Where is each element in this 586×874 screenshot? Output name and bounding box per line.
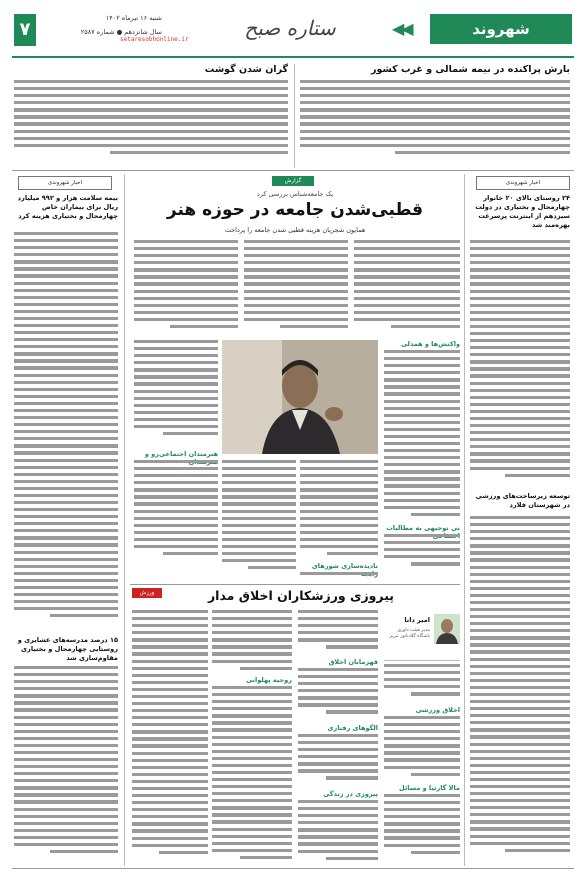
headline-sports-infra: توسعه زیرساخت‌های ورزشی در شهرستان فلارد: [475, 492, 570, 509]
main-body-col1: [384, 350, 460, 522]
column-divider: [464, 174, 465, 866]
article-meat-body: [14, 80, 288, 164]
main-subhead-1: نی توجیهی به مطالبات: [386, 524, 460, 532]
issue-line: سال شانزدهم ● شماره ۲۵۸۷: [80, 28, 162, 36]
main-subhead-3: نادیده‌سازی شورهای: [311, 562, 378, 570]
sports-body-col2b: [298, 668, 378, 722]
headline-schools: ۱۵ درصد مدرسه‌های عشایری و روستایی چهارمحال و بختیاری مقاوم‌سازی شد: [17, 636, 118, 662]
sports-subhead-life: پیروزی در زندگی: [323, 790, 378, 798]
sports-body-col3: [212, 610, 292, 674]
main-deck: همایون شجریان هزینه قطبی شدن جامعه را پرداخت: [224, 226, 366, 234]
subkicker: یک جامعه‌شناس بررسی کرد: [256, 190, 334, 198]
sports-headline: پیروزی ورزشکاران اخلاق مدار: [207, 588, 395, 603]
main-body-col3: [222, 460, 296, 580]
article-sports-infra-body: [470, 516, 570, 864]
kicker-report: گزارش: [272, 176, 314, 186]
strip-rule: [12, 170, 574, 171]
headline-meat: گران شدن گوشت: [204, 64, 288, 75]
headline-insurance: بیمه سلامت هزار و ۹۹۲ میلیارد ریال برای بیماران خاص چهارمحال و بختیاری هزینه کرد: [17, 194, 118, 220]
main-intro-right: [354, 240, 460, 334]
newspaper-logo: ستاره صبح: [244, 16, 336, 40]
feature-photo: [222, 340, 378, 454]
article-schools-body: [14, 666, 118, 864]
main-subhead-2: هنرمندان اجتماعی‌رو و: [144, 450, 218, 458]
right-column-tag: اخبار شهروندی: [476, 176, 570, 190]
feature-bottom-rule: [130, 584, 460, 585]
main-body-col1b: [384, 534, 460, 574]
headline-weather: بارش پراکنده در نیمه شمالی و غرب کشور: [371, 64, 570, 75]
site-url: setaresobhonline.ir: [120, 36, 189, 43]
author-name: امیر دانا: [404, 616, 430, 624]
article-internet-body: [470, 240, 570, 486]
date-line: شنبه ۱۶ تیرماه ۱۴۰۲: [105, 14, 162, 22]
sports-subhead-spirit: روحیه پهلوانی: [245, 676, 292, 684]
sports-body-col3b: [212, 686, 292, 864]
main-intro-left: [134, 240, 238, 334]
sports-subhead-garcia: مالا گارثیا و مسائل: [399, 784, 460, 792]
main-body-col2b: [300, 572, 378, 582]
header-rule: [12, 56, 574, 58]
main-intro-middle: [244, 240, 348, 334]
headline-internet: ۲۴ روستای بالای ۲۰ خانوار چهارمحال و بختیاری در دولت سیزدهم از اینترنت پرسرعت بهره‌مند شد: [475, 194, 570, 229]
sports-body-col1c: [384, 794, 460, 864]
author-box: [384, 612, 460, 661]
sports-subhead-models: الگوهای رفتاری: [327, 724, 378, 732]
article-weather-body: [300, 80, 570, 164]
sports-body-col1b: [384, 716, 460, 782]
sports-subhead-ethics: اخلاق ورزشی: [415, 706, 460, 714]
main-body-col2: [300, 460, 378, 564]
article-insurance-body: [14, 232, 118, 628]
sports-body-col2: [298, 610, 378, 656]
column-divider: [124, 174, 125, 866]
left-column-tag: اخبار شهروندی: [18, 176, 112, 190]
sports-body-col1: [384, 664, 460, 704]
main-body-col4b: [134, 460, 218, 564]
main-byline: واکنش‌ها و همدلی: [400, 340, 460, 348]
sports-body-col4: [132, 610, 208, 864]
chevron-arrows-icon: ◀◀: [392, 19, 411, 38]
main-body-col4: [134, 340, 218, 444]
section-title: شهروند: [430, 14, 572, 44]
kicker-sports: ورزش: [132, 588, 162, 598]
page-number: ۷: [14, 14, 36, 46]
page-bottom-rule: [12, 868, 574, 869]
main-headline: قطبی‌شدن جامعه در حوزه هنر: [166, 200, 424, 220]
author-avatar: [434, 614, 460, 644]
portrait-image: [222, 340, 378, 454]
author-photo: [434, 614, 460, 644]
column-divider: [294, 64, 295, 168]
author-title: مدیر هیئت داوری باشگاه گلادیاتور تبریز: [389, 628, 430, 639]
sports-body-col2d: [298, 800, 378, 864]
sports-body-col2c: [298, 734, 378, 788]
sports-subhead-champions: قهرمانان اخلاق: [328, 658, 378, 666]
